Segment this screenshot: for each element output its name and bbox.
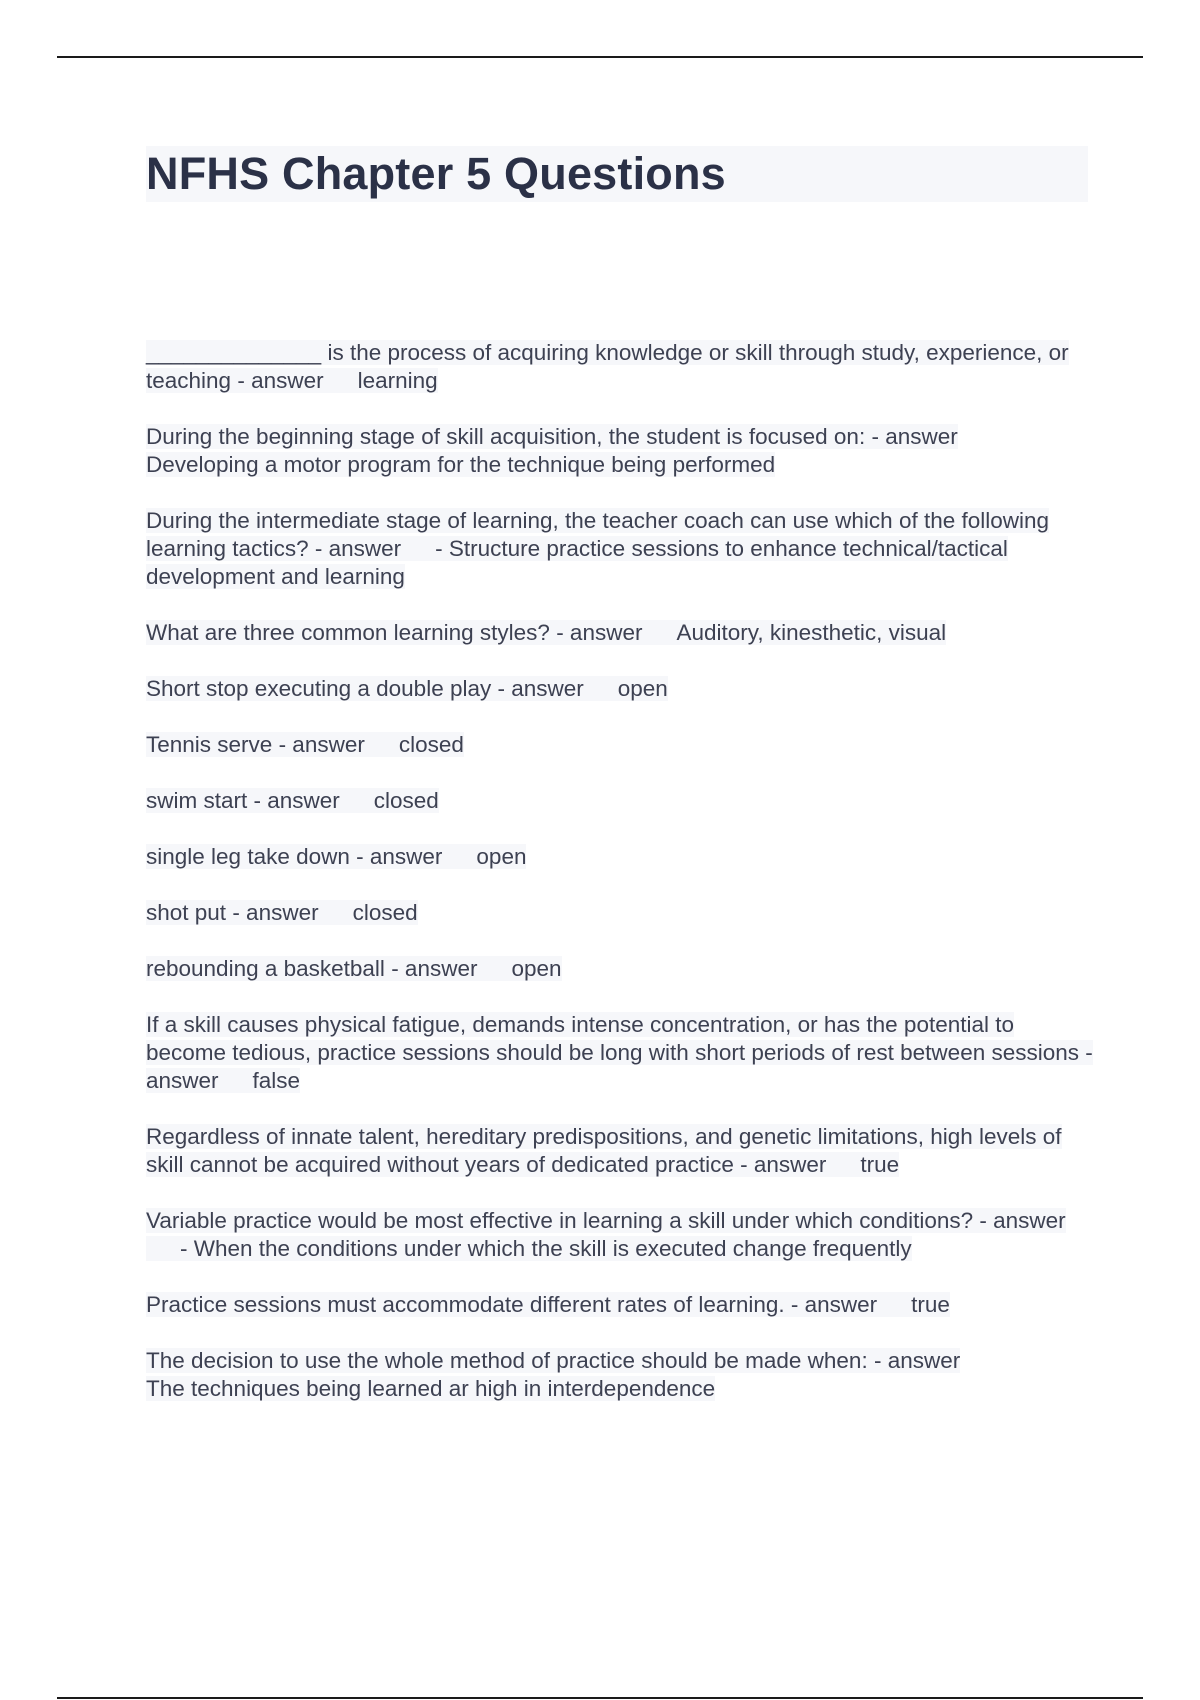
qa-item-5	[146, 675, 1096, 703]
qa-item-2	[146, 423, 1096, 479]
question-text: single leg take down	[146, 844, 350, 869]
answer-text: open	[511, 956, 562, 981]
qa-item-12	[146, 1123, 1096, 1179]
qa-item-15	[146, 1347, 1096, 1403]
question-text: The decision to use the whole method of practice should be made when:	[146, 1348, 868, 1373]
answer-separator: - answer	[491, 676, 584, 701]
answer-text: false	[252, 1068, 301, 1093]
answer-separator: - answer	[733, 1152, 827, 1177]
qa-list	[146, 339, 1096, 1431]
answer-text: Developing a motor program for the technique being performed	[146, 452, 776, 477]
question-text: Short stop executing a double play	[146, 676, 492, 701]
answer-text: closed	[373, 788, 439, 813]
question-text: Variable practice would be most effective in learning a skill under which conditions?	[146, 1208, 974, 1233]
question-text: What are three common learning styles?	[146, 620, 550, 645]
qa-item-3	[146, 507, 1096, 591]
qa-item-7	[146, 787, 1096, 815]
answer-separator: - answer	[784, 1292, 878, 1317]
answer-separator: - answer	[247, 788, 340, 813]
question-text: If a skill causes physical fatigue, demands intense concentration, or has the potential to become tedious, practice sessions should be long with short periods of rest between sessions	[146, 1012, 1080, 1065]
qa-item-6	[146, 731, 1096, 759]
qa-item-4	[146, 619, 1096, 647]
answer-text: closed	[398, 732, 464, 757]
answer-text: true	[860, 1152, 900, 1177]
answer-text: - Structure practice sessions to enhance technical/tactical development and learning	[146, 536, 1008, 589]
question-text: rebounding a basketball	[146, 956, 385, 981]
qa-item-1	[146, 339, 1096, 395]
answer-text: learning	[357, 368, 438, 393]
question-text: Tennis serve	[146, 732, 273, 757]
answer-separator: - answer	[973, 1208, 1066, 1233]
question-text: ______________ is the process of acquiring knowledge or skill through study, experience, or teaching	[146, 340, 1069, 393]
answer-separator: - answer	[549, 620, 643, 645]
question-text: During the beginning stage of skill acquisition, the student is focused on:	[146, 424, 866, 449]
answer-text: true	[911, 1292, 950, 1317]
qa-item-8	[146, 843, 1096, 871]
answer-text: open	[617, 676, 668, 701]
bottom-rule	[57, 1697, 1143, 1699]
answer-text: The techniques being learned ar high in interdependence	[146, 1376, 716, 1401]
answer-separator: - answer	[308, 536, 402, 561]
qa-item-9	[146, 899, 1096, 927]
top-rule	[57, 56, 1143, 58]
answer-text: - When the conditions under which the skill is executed change frequently	[180, 1236, 912, 1261]
answer-separator: - answer	[226, 900, 319, 925]
answer-text: closed	[352, 900, 418, 925]
question-text: Practice sessions must accommodate different rates of learning.	[146, 1292, 785, 1317]
qa-item-13	[146, 1207, 1096, 1263]
qa-item-14	[146, 1291, 1096, 1319]
answer-separator: - answer	[865, 424, 958, 449]
answer-separator: - answer	[272, 732, 365, 757]
answer-text: Auditory, kinesthetic, visual	[676, 620, 947, 645]
question-text: swim start	[146, 788, 248, 813]
answer-separator: - answer	[231, 368, 324, 393]
page-title: NFHS Chapter 5 Questions	[146, 146, 1088, 202]
qa-item-10	[146, 955, 1096, 983]
answer-separator: - answer	[349, 844, 443, 869]
question-text: shot put	[146, 900, 227, 925]
question-text: Regardless of innate talent, hereditary predispositions, and genetic limitations, high levels of skill cannot be acquired without years of dedicated practice	[146, 1124, 1062, 1177]
answer-separator: - answer	[867, 1348, 961, 1373]
answer-separator: - answer	[146, 1040, 1093, 1093]
answer-separator: - answer	[384, 956, 478, 981]
question-text: During the intermediate stage of learning, the teacher coach can use which of the following learning tactics?	[146, 508, 1050, 561]
answer-text: open	[476, 844, 527, 869]
qa-item-11	[146, 1011, 1096, 1095]
